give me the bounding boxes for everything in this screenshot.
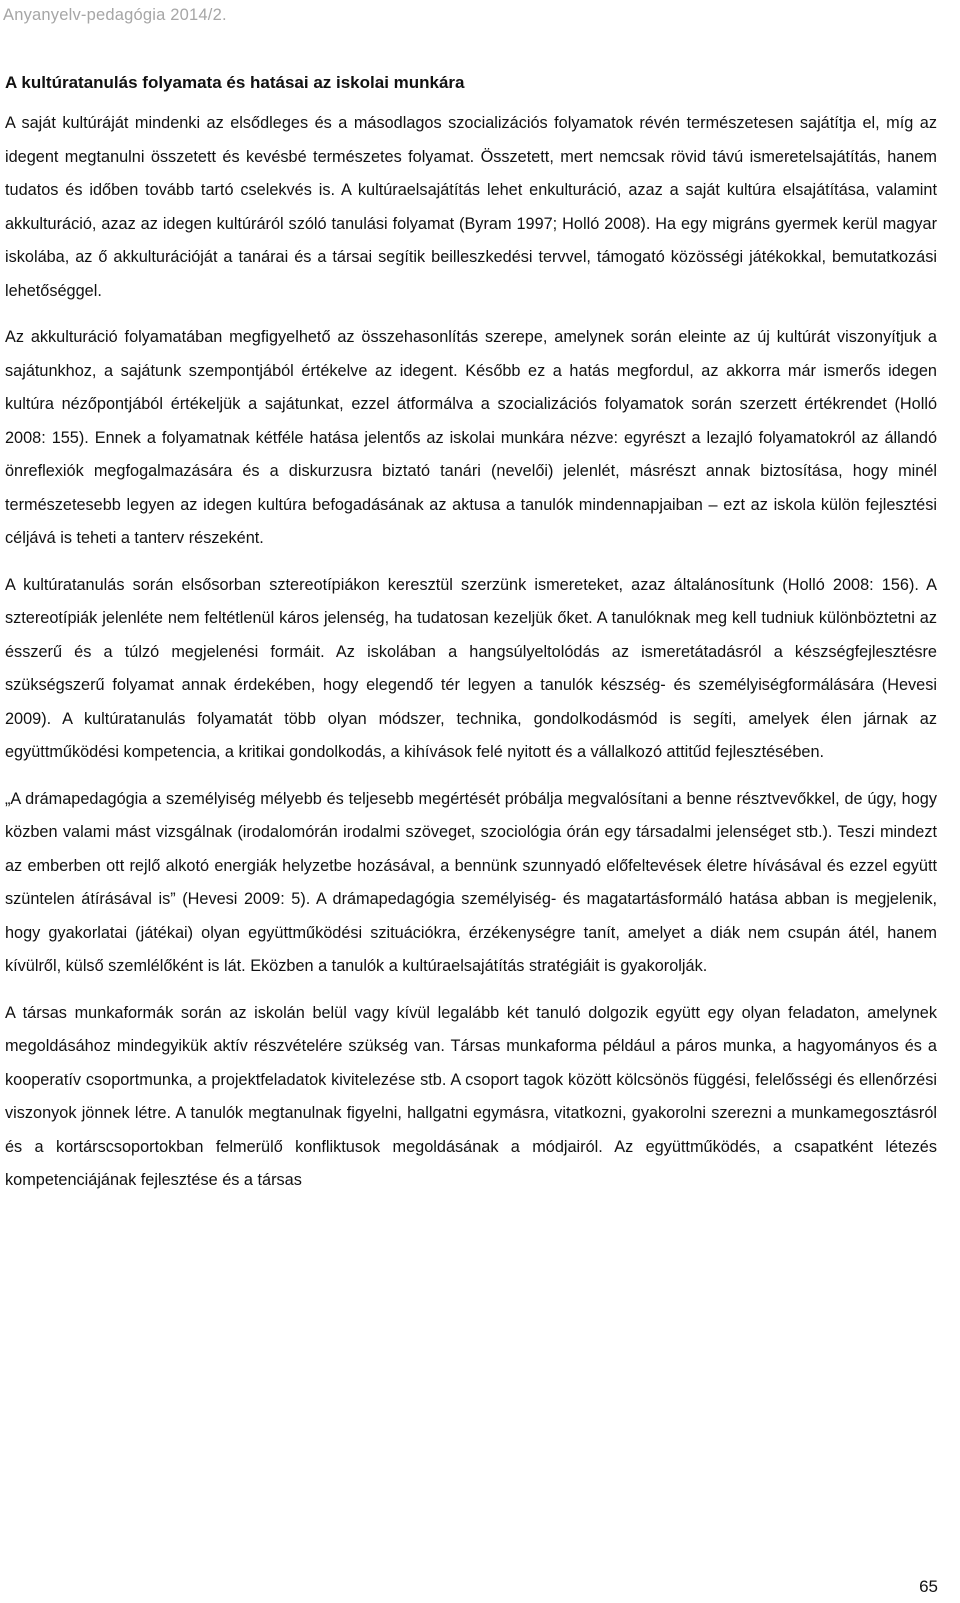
paragraph-4: „A drámapedagógia a személyiség mélyebb és teljesebb megértését próbálja megvalósítani a benne résztvevőkkel, de úgy, hogy közben valami mást vizsgálnak (irodalomórán irodalmi szöveget, szociológia órán egy társadalmi jelenséget stb.). Teszi mindezt az emberben ott rejlő alkotó energiák helyzetbe hozásával, a bennünk szunnyadó előfeltevések életre hívásával és ezzel együtt szüntelen átírásával is” (Hevesi 2009: 5). A drámapedagógia személyiség- és magatartásformáló hatása abban is megjelenik, hogy gyakorlatai (játékai) olyan együttműködési szituációkra, érzékenységre tanít, amelyet a diák nem csupán átél, hanem kívülről, külső szemlélőként is lát. Eközben a tanulók a kultúraelsajátítás stratégiáit is gyakorolják. bbox=[5, 789, 937, 975]
page-number: 65 bbox=[919, 1577, 938, 1596]
article-title: A kultúratanulás folyamata és hatásai az iskolai munkára bbox=[5, 73, 465, 92]
paragraph-3: A kultúratanulás során elsősorban sztereotípiákon keresztül szerzünk ismereteket, azaz általánosítunk (Holló 2008: 156). A sztereotípiák jelenléte nem feltétlenül káros jelenség, ha tudatosan kezeljük őket. A tanulóknak meg kell tudniuk különböztetni az ésszerű és a túlzó megjelenési formáit. Az iskolában a hangsúlyeltolódás az ismeretátadásról a készségfejlesztésre szükségszerű folyamat annak érdekében, hogy elegendő tér legyen a tanulók készség- és személyiségformálására (Hevesi 2009). A kultúratanulás folyamatát több olyan módszer, technika, gondolkodásmód is segíti, amelyek élen járnak az együttműködési kompetencia, a kritikai gondolkodás, a kihívások felé nyitott és a vállalkozó attitűd fejlesztésében. bbox=[5, 575, 937, 761]
paragraph-1: A saját kultúráját mindenki az elsődleges és a másodlagos szocializációs folyamatok révén természetesen sajátítja el, míg az idegent megtanulni összetett és kevésbé természetes folyamat. Összetett, mert nemcsak rövid távú ismeretelsajátítás, hanem tudatos és időben tovább tartó cselekvés is. A kultúraelsajátítás lehet enkulturáció, azaz a saját kultúra elsajátítása, valamint akkulturáció, azaz az idegen kultúráról szóló tanulási folyamat (Byram 1997; Holló 2008). Ha egy migráns gyermek kerül magyar iskolába, az ő akkulturációját a tanárai és a társai segítik beilleszkedési tervvel, támogató közösségi játékokkal, bemutatkozási lehetőséggel. bbox=[5, 114, 937, 300]
paragraph-2: Az akkulturáció folyamatában megfigyelhető az összehasonlítás szerepe, amelynek során eleinte az új kultúrát viszonyítjuk a sajátunkhoz, a sajátunk szempontjából értékelve az idegent. Később ez a hatás megfordul, az akkorra már ismerős idegen kultúra nézőpontjából értékeljük a sajátunkat, ezzel átformálva a szocializációs folyamatok során szerzett értékrendet (Holló 2008: 155). Ennek a folyamatnak kétféle hatása jelentős az iskolai munkára nézve: egyrészt a lezajló folyamatokról az állandó önreflexiók megfogalmazására és a diskurzusra biztató tanári (nevelői) jelenlét, másrészt annak biztosítása, hogy minél természetesebb legyen az idegen kultúra befogadásának az aktusa a tanulók mindennapjaiban – ezt az iskola külön fejlesztési céljává is teheti a tanterv részeként. bbox=[5, 328, 937, 547]
running-header: Anyanyelv-pedagógia 2014/2. bbox=[3, 6, 227, 24]
paragraph-5: A társas munkaformák során az iskolán belül vagy kívül legalább két tanuló dolgozik együtt egy olyan feladaton, amelynek megoldásához mindegyikük aktív részvételére szükség van. Társas munkaforma például a páros munka, a hagyományos és a kooperatív csoportmunka, a projektfeladatok kivitelezése stb. A csoport tagok között kölcsönös függési, felelősségi és ellenőrzési viszonyok jönnek létre. A tanulók megtanulnak figyelni, hallgatni egymásra, vitatkozni, gyakorolni szerezni a munkamegosztásról és a kortárscsoportokban felmerülő konfliktusok megoldásának a módjairól. Az együttműködés, a csapatként létezés kompetenciájának fejlesztése és a társas bbox=[5, 1003, 937, 1189]
article-body bbox=[5, 72, 937, 1211]
